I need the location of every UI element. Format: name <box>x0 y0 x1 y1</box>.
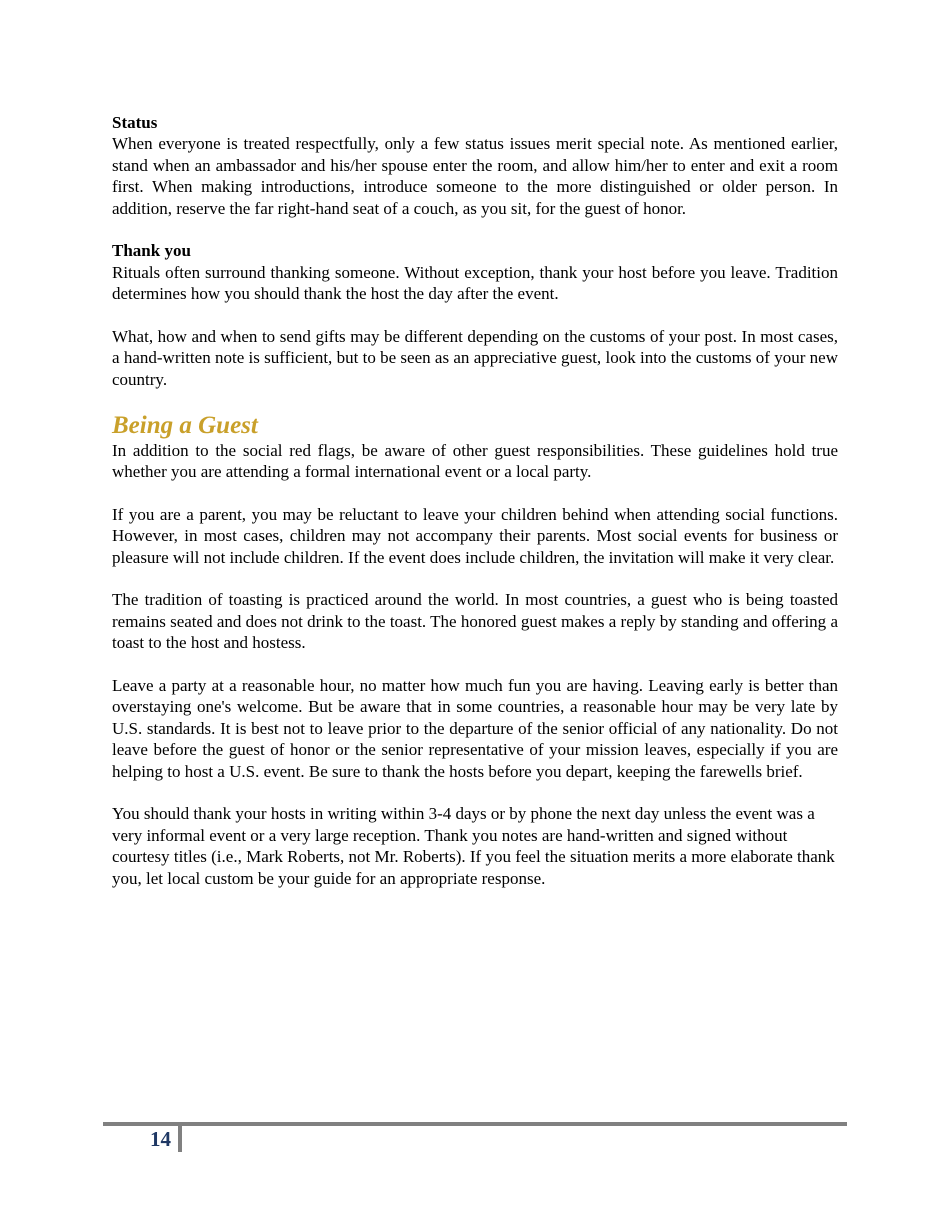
guest-paragraph: In addition to the social red flags, be aware of other guest responsibilities. These guidelines hold true whether you are attending a formal international event or a local party. <box>112 440 838 482</box>
being-a-guest-section <box>112 412 838 889</box>
guest-paragraph: If you are a parent, you may be reluctant to leave your children behind when attending social functions. However, in most cases, children may not accompany their parents. Most social events for business or pleasure will not include children. If the event does include children, the invitation will make it very clear. <box>112 504 838 567</box>
status-section <box>112 112 838 219</box>
thank-you-heading: Thank you <box>112 241 191 261</box>
page-body <box>112 112 838 911</box>
thank-you-paragraph: Rituals often surround thanking someone. Without exception, thank your host before you leave. Tradition determines how you should thank the host the day after the event. <box>112 262 838 304</box>
thank-you-section <box>112 240 838 390</box>
guest-paragraph: The tradition of toasting is practiced around the world. In most countries, a guest who is being toasted remains seated and does not drink to the toast. The honored guest makes a reply by standing and offering a toast to the host and hostess. <box>112 590 838 653</box>
thank-you-paragraph: What, how and when to send gifts may be different depending on the customs of your post. In most cases, a hand-written note is sufficient, but to be seen as an appreciative guest, look into the customs of your new country. <box>112 327 838 389</box>
status-heading: Status <box>112 113 158 132</box>
guest-paragraph: Leave a party at a reasonable hour, no matter how much fun you are having. Leaving early is better than overstaying one's welcome. But be aware that in some countries, a reasonable hour may be very late by U.S. standards. It is best not to leave prior to the departure of the senior official of any nationality. Do not leave before the guest of honor or the senior representative of your mission leaves, especially if you are helping to host a U.S. event. Be sure to thank the hosts before you depart, keeping the farewells brief. <box>112 676 838 781</box>
page-number-divider <box>178 1126 182 1152</box>
footer-rule <box>103 1122 847 1126</box>
guest-paragraph: You should thank your hosts in writing within 3-4 days or by phone the next day unless the event was a very informal event or a very large reception. Thank you notes are hand-written and signed without courtesy titles (i.e., Mark Roberts, not Mr. Roberts). If you feel the situation merits a more elaborate thank you, let local custom be your guide for an appropriate response. <box>112 804 835 888</box>
status-paragraph: When everyone is treated respectfully, only a few status issues merit special note. As mentioned earlier, stand when an ambassador and his/her spouse enter the room, and allow him/her to enter and exit a room first. When making introductions, introduce someone to the more distinguished or older person. In addition, reserve the far right-hand seat of a couch, as you sit, for the guest of honor. <box>112 134 838 218</box>
page-number: 14 <box>150 1127 171 1151</box>
being-a-guest-title: Being a Guest <box>112 411 258 439</box>
